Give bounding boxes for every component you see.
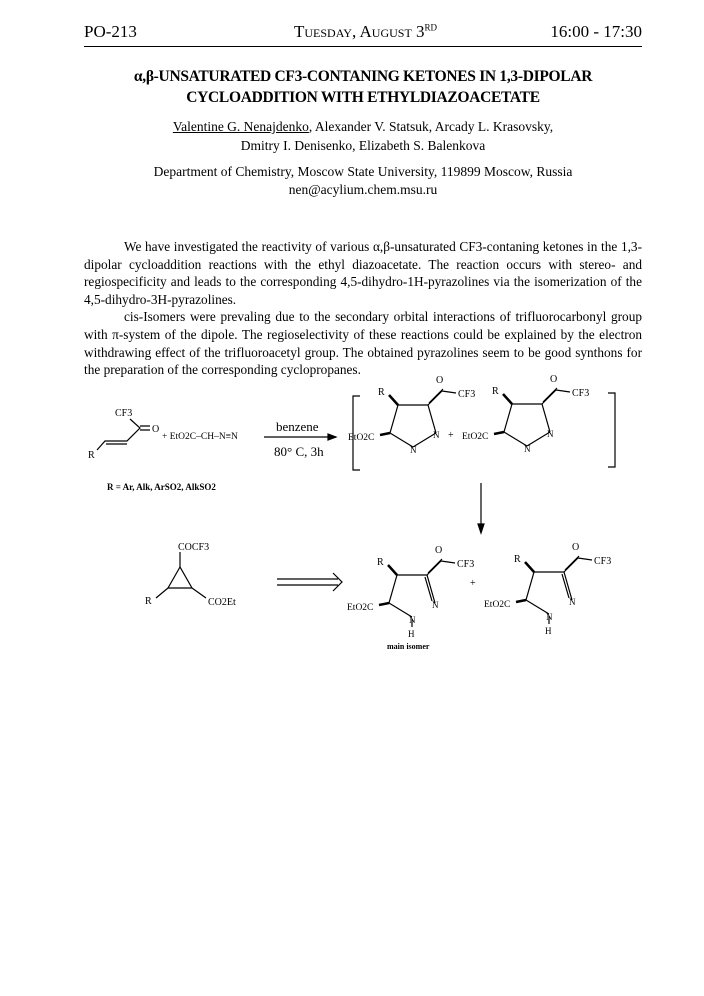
arrow-head [478,524,484,533]
cyclopropane-structure [145,542,236,608]
cf3-label: CF3 [457,559,475,570]
r-label: R [514,554,521,565]
r-label: R [145,596,152,607]
pyrazoline-1h-minor [484,542,611,636]
presenting-author: Valentine G. Nenajdenko [172,119,309,134]
cf3-label: CF3 [572,388,590,399]
co-authors: Dmitry I. Denisenko, Elizabeth S. Balenkova [240,138,486,153]
paragraph: cis-Isomers were prevaling due to the secondary orbital interactions of trifluorocarbonyl group with π-system of the dipole. The regioselectivity of these reactions could be explained by the electron withdrawing effect of the trifluoroacetyl group. The obtained pyrazolines seem to be good synthons for the preparation of the corresponding cyclopropanes. [84,309,642,378]
cf3-label: CF3 [115,408,133,419]
ester-label: EtO2C [462,432,489,442]
pyrazoline-1h-main [347,545,474,651]
plus-sign: + [470,578,476,589]
oxygen-label: O [572,542,580,553]
nitrogen-label: N [410,445,417,455]
retrosynthesis-arrow [277,573,342,591]
nitrogen-label: N [547,429,554,439]
department: Department of Chemistry, Moscow State University, 119899 Moscow, Russia [153,164,573,179]
title-line: CYCLOADDITION WITH ETHYLDIAZOACETATE [186,89,540,106]
oxygen-label: O [435,545,443,556]
r-label: R [492,386,499,397]
session-time: 16:00 - 17:30 [550,22,642,41]
co2et-label: CO2Et [208,597,236,608]
abstract-code: PO-213 [84,22,137,41]
cocf3-label: COCF3 [178,542,210,553]
oxygen-label: O [436,375,444,386]
session-day-text: Tuesday, August 3 [294,22,425,41]
conditions-label: 80° C, 3h [274,444,324,459]
r-label: R [88,450,95,461]
nitrogen-label: N [524,444,531,454]
nitrogen-label: N [409,615,416,625]
r-label: R [377,557,384,568]
co-authors: , Alexander V. Statsuk, Arcady L. Krasovsky, [308,119,554,134]
nitrogen-label: N [432,600,439,610]
solvent-label: benzene [276,419,319,434]
main-isomer-label: main isomer [387,642,430,651]
oxygen-label: O [550,374,558,385]
nitrogen-label: N [569,597,576,607]
right-bracket [608,393,615,467]
ester-label: EtO2C [347,603,374,613]
nitrogen-label: N [433,430,440,440]
arrow-head [328,434,336,440]
hydrogen-label: H [408,629,415,639]
plus-sign: + [448,430,454,441]
r-label: R [378,387,385,398]
nitrogen-label: N [546,612,553,622]
pyrazoline-3h-trans [462,374,589,454]
title-line: α,β-UNSATURATED CF3-CONTANING KETONES IN 1,3-DIPOLAR [133,68,593,85]
enone-structure [88,408,159,461]
pyrazoline-3h-cis [348,375,475,455]
paragraph: We have investigated the reactivity of various α,β-unsaturated CF3-contaning ketones in the 1,3-dipolar cycloaddition reactions with the ethyl diazoacetate. The reaction occurs with stereo- and regiospecificity and leads to the corresponding 4,5-dihydro-1H-pyrazolines via the isomerization of the 4,5-dihydro-3H-pyrazolines. [84,239,642,307]
hydrogen-label: H [545,626,552,636]
ester-label: EtO2C [348,433,375,443]
oxygen-label: O [152,424,160,435]
session-day-suffix: RD [424,22,438,33]
ester-label: EtO2C [484,600,511,610]
cf3-label: CF3 [594,556,612,567]
r-definition: R = Ar, Alk, ArSO2, AlkSO2 [107,482,216,492]
diazoacetate: + EtO2C–CH–N≡N [162,432,238,442]
cf3-label: CF3 [458,389,476,400]
email: nen@acylium.chem.msu.ru [288,182,438,197]
